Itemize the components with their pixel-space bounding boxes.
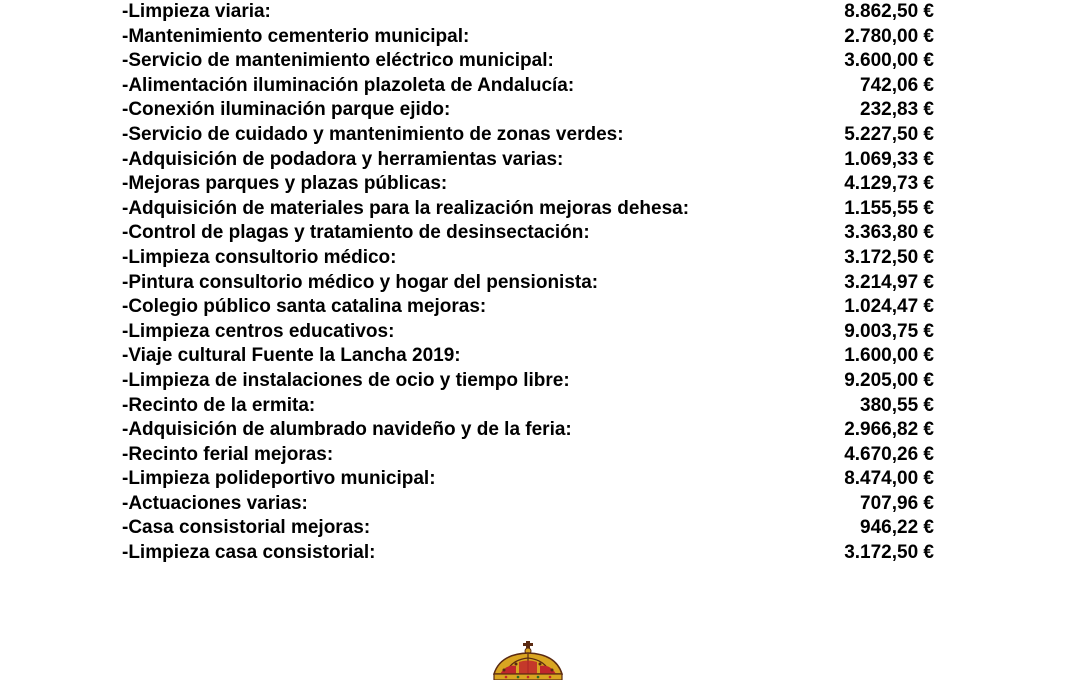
expense-amount: 3.600,00 € <box>844 50 934 72</box>
expense-row <box>122 418 934 443</box>
expense-row <box>122 246 934 271</box>
expense-amount: 1.155,55 € <box>844 197 934 219</box>
expense-label: -Mejoras parques y plazas públicas: <box>122 173 448 195</box>
expense-row <box>122 369 934 394</box>
expense-row <box>122 0 934 25</box>
expense-label: -Adquisición de podadora y herramientas varias: <box>122 148 564 170</box>
expense-label: -Adquisición de alumbrado navideño y de la feria: <box>122 419 572 441</box>
expense-amount: 742,06 € <box>860 74 934 96</box>
expense-amount: 9.205,00 € <box>844 369 934 391</box>
expense-label: -Servicio de mantenimiento eléctrico municipal: <box>122 50 554 72</box>
expense-row <box>122 98 934 123</box>
expense-label: -Servicio de cuidado y mantenimiento de zonas verdes: <box>122 123 624 145</box>
expense-label: -Control de plagas y tratamiento de desinsectación: <box>122 222 590 244</box>
expense-label: -Mantenimiento cementerio municipal: <box>122 25 470 47</box>
expense-label: -Limpieza polideportivo municipal: <box>122 468 436 490</box>
expense-amount: 8.862,50 € <box>844 1 934 22</box>
expense-row <box>122 172 934 197</box>
expense-label: -Viaje cultural Fuente la Lancha 2019: <box>122 345 461 367</box>
expense-row <box>122 123 934 148</box>
expense-row <box>122 295 934 320</box>
expense-label: -Actuaciones varias: <box>122 492 308 514</box>
expense-row <box>122 25 934 50</box>
expense-row <box>122 49 934 74</box>
expense-label: -Adquisición de materiales para la realización mejoras dehesa: <box>122 197 690 219</box>
expense-amount: 3.214,97 € <box>844 271 934 293</box>
expense-amount: 4.670,26 € <box>844 443 934 465</box>
expense-amount: 707,96 € <box>860 492 934 514</box>
expense-row <box>122 320 934 345</box>
expense-amount: 3.172,50 € <box>844 246 934 268</box>
expense-row <box>122 516 934 541</box>
expense-list <box>122 0 934 566</box>
expense-amount: 2.966,82 € <box>844 419 934 441</box>
expense-row <box>122 271 934 296</box>
expense-row <box>122 344 934 369</box>
expense-label: -Pintura consultorio médico y hogar del pensionista: <box>122 271 599 293</box>
expense-row <box>122 197 934 222</box>
expense-amount: 9.003,75 € <box>844 320 934 342</box>
expense-amount: 3.172,50 € <box>844 542 934 564</box>
expense-row <box>122 394 934 419</box>
expense-label: -Limpieza consultorio médico: <box>122 246 397 268</box>
expense-amount: 1.069,33 € <box>844 148 934 170</box>
expense-amount: 8.474,00 € <box>844 468 934 490</box>
expense-row <box>122 467 934 492</box>
expense-label: -Alimentación iluminación plazoleta de Andalucía: <box>122 74 575 96</box>
expense-amount: 1.600,00 € <box>844 345 934 367</box>
expense-amount: 380,55 € <box>860 394 934 416</box>
expense-amount: 4.129,73 € <box>844 173 934 195</box>
expense-label: -Recinto ferial mejoras: <box>122 443 334 465</box>
expense-amount: 232,83 € <box>860 99 934 121</box>
expense-amount: 3.363,80 € <box>844 222 934 244</box>
expense-amount: 2.780,00 € <box>844 25 934 47</box>
expense-label: -Conexión iluminación parque ejido: <box>122 99 451 121</box>
expense-label: -Limpieza viaria: <box>122 1 271 22</box>
expense-amount: 946,22 € <box>860 517 934 539</box>
expense-row <box>122 148 934 173</box>
expense-row <box>122 221 934 246</box>
expense-amount: 1.024,47 € <box>844 296 934 318</box>
expense-row <box>122 443 934 468</box>
expense-label: -Limpieza centros educativos: <box>122 320 395 342</box>
coat-of-arms-icon <box>486 640 570 680</box>
expense-label: -Limpieza casa consistorial: <box>122 542 376 564</box>
expense-label: -Casa consistorial mejoras: <box>122 517 371 539</box>
expense-row <box>122 74 934 99</box>
expense-label: -Recinto de la ermita: <box>122 394 316 416</box>
expense-amount: 5.227,50 € <box>844 123 934 145</box>
expense-label: -Colegio público santa catalina mejoras: <box>122 296 487 318</box>
expense-row <box>122 492 934 517</box>
expense-label: -Limpieza de instalaciones de ocio y tiempo libre: <box>122 369 570 391</box>
crown-icon <box>486 640 570 680</box>
expense-row <box>122 541 934 566</box>
